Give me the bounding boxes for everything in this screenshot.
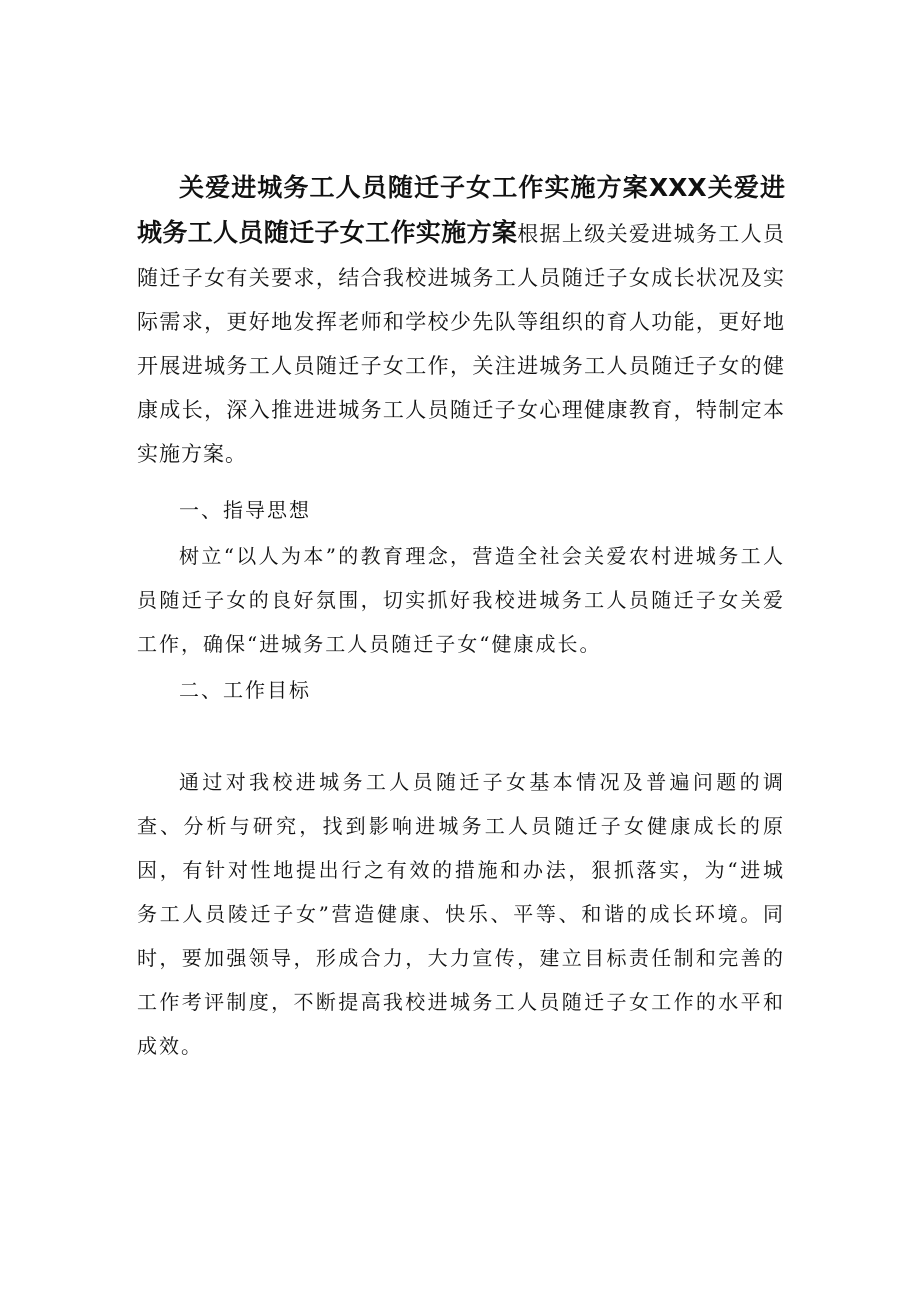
document-body <box>137 166 785 1068</box>
section-body-work-goals: 通过对我校进城务工人员随迁子女基本情况及普遍问题的调查、分析与研究，找到影响进城务工人员随迁子女健康成长的原因，有针对性地提出行之有效的措施和办法，狠抓落实，为“进城务工人员陵迁子女”营造健康、快乐、平等、和谐的成长环境。同时，要加强领导，形成合力，大力宣传，建立目标责任制和完善的工作考评制度，不断提高我校进城务工人员随迁子女工作的水平和成效。 <box>137 770 785 1058</box>
document-title: 关爱进城务工人员随迁子女工作实施方案XXX关爱进城务工人员随迁子女工作实施方案 <box>137 173 785 247</box>
intro-text: 根据上级关爱进城务工人员随迁子女有关要求，结合我校进城务工人员随迁子女成长状况及实际需求，更好地发挥老师和学校少先队等组织的育人功能，更好地开展进城务工人员随迁子女工作，关注进城务工人员随迁子女的健康成长，深入推进进城务工人员随迁子女心理健康教育，特制定本实施方案。 <box>137 222 785 466</box>
section-heading-work-goals: 二、工作目标 <box>179 678 311 702</box>
section-heading-guiding-ideology: 一、指导思想 <box>179 498 311 522</box>
intro-paragraph <box>137 166 785 476</box>
section-body-guiding-ideology: 树立“以人为本”的教育理念，营造全社会关爱农村进城务工人员随迁子女的良好氛围，切实抓好我校进城务工人员随迁子女关爱工作，确保“进城务工人员随迁子女“健康成长。 <box>137 544 785 656</box>
